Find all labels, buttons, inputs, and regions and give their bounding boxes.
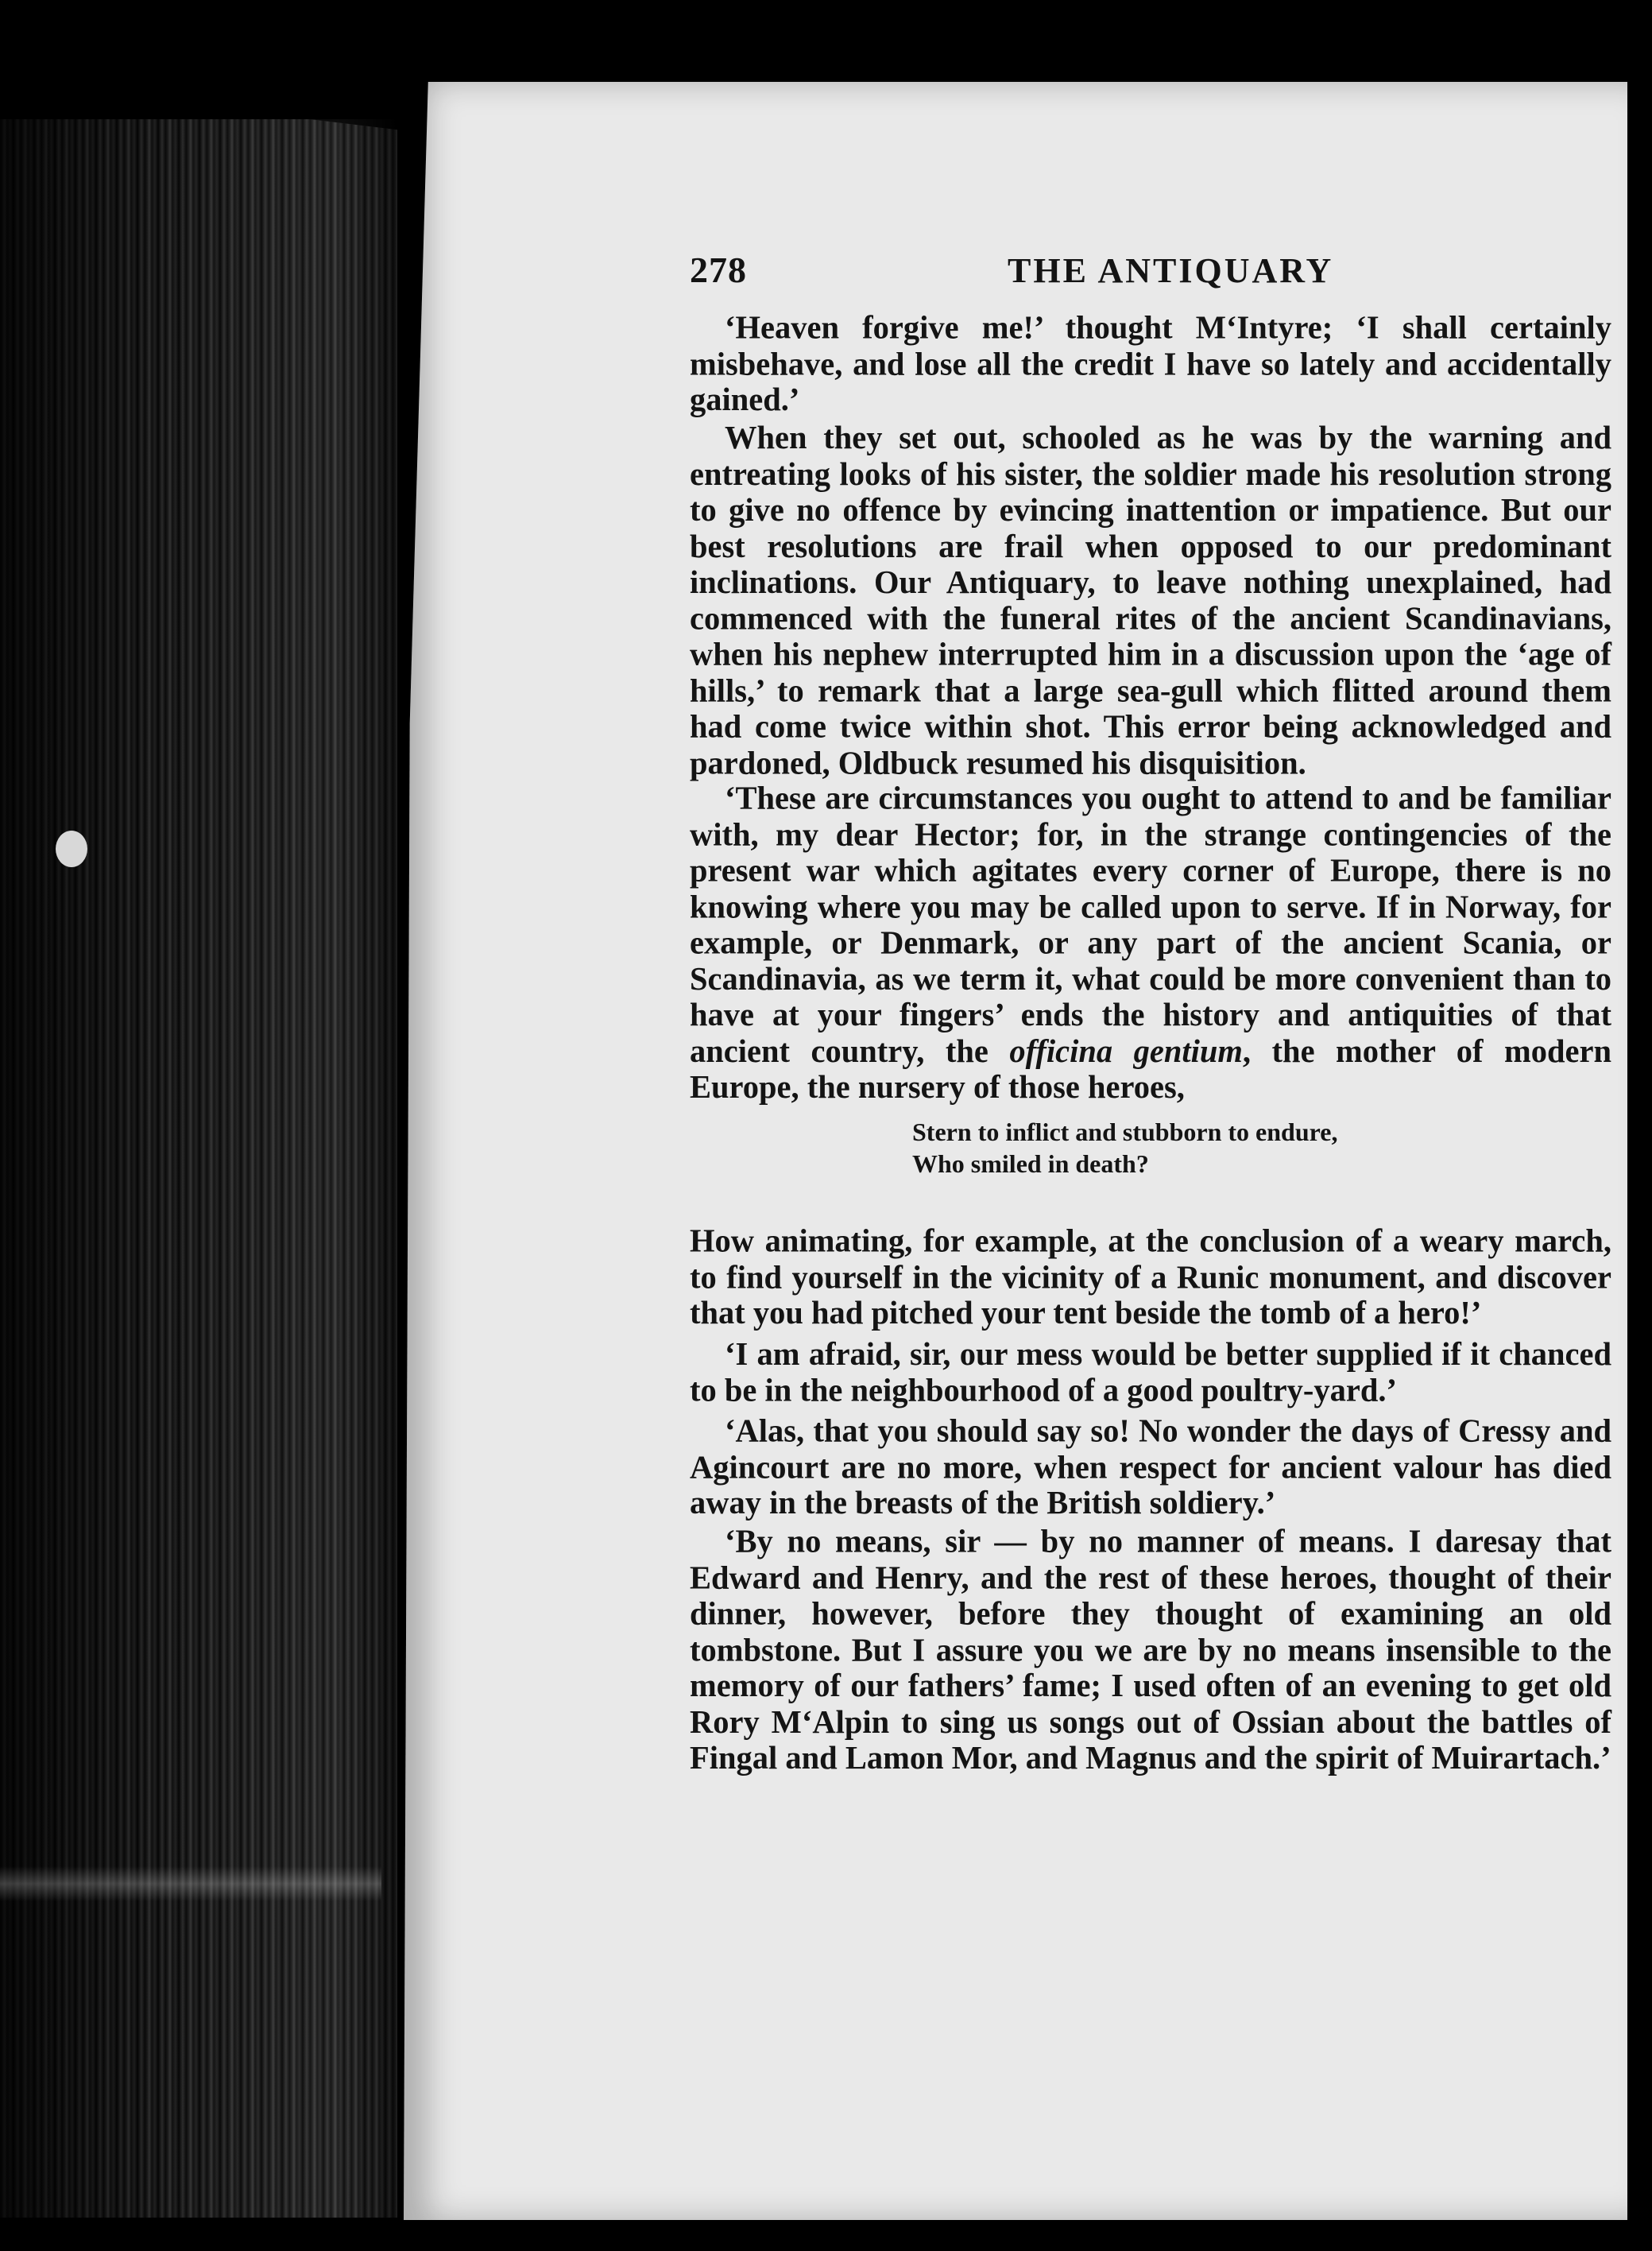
running-head (690, 242, 1611, 306)
scan-light-band (0, 1866, 381, 1901)
paragraph-3-text: ‘These are circumstances you ought to attend to and be familiar with, my dear Hector; for, in the strange contingencies of the present war which agitates every corner of Europe, there is no knowing where you may be called upon to serve. If in Norway, for example, or Denmark, or any part of the ancient Scania, or Scandinavia, as we term it, what could be more convenient than to have at your fingers’ ends the history and antiquities of that ancient country, the (690, 779, 1611, 1069)
verse-quotation (912, 1116, 1611, 1180)
paragraph-4: How animating, for example, at the conclusion of a weary march, to find yourself in the vicinity of a Runic monument, and discover that you had pitched your tent beside the tomb of a hero!’ (690, 1222, 1611, 1331)
edge-blot (56, 831, 87, 867)
paragraph-6: ‘Alas, that you should say so! No wonder the days of Cressy and Agincourt are no more, when respect for ancient valour has died away in the breasts of the British soldiery.’ (690, 1412, 1611, 1521)
page-number: 278 (690, 250, 747, 290)
paragraph-7: ‘By no means, sir — by no manner of means. I daresay that Edward and Henry, and the rest of these heroes, thought of their dinner, however, before they thought of examining an old tombstone. But I assure you we are by no means insensible to the memory of our fathers’ fame; I used often of an evening to get old Rory M‘Alpin to sing us songs out of Ossian about the battles of Fingal and Lamon Mor, and Magnus and the spirit of Muirartach.’ (690, 1522, 1611, 1776)
verse-line-1: Stern to inflict and stubborn to endure, (912, 1118, 1338, 1146)
page-text (690, 242, 1611, 1780)
paragraph-3 (690, 780, 1611, 1105)
spine-shadow (0, 119, 397, 2218)
paragraph-1: ‘Heaven forgive me!’ thought M‘Intyre; ‘I shall certainly misbehave, and lose all the credit I have so lately and accidentally gained.’ (690, 308, 1611, 418)
paragraph-3-end: , the mother of modern Europe, the nursery of those heroes, (690, 1032, 1611, 1105)
verse-line-2: Who smiled in death? (912, 1149, 1149, 1178)
paragraph-5: ‘I am afraid, sir, our mess would be better supplied if it chanced to be in the neighbourhood of a good poultry-yard.’ (690, 1335, 1611, 1408)
latin-phrase: officina gentium (1009, 1032, 1243, 1069)
paragraph-2: When they set out, schooled as he was by the warning and entreating looks of his sister, the soldier made his resolution strong to give no offence by evincing inattention or impatience. But our best resolutions are frail when opposed to our predominant inclinations. Our Antiquary, to leave nothing unexplained, had commenced with the funeral rites of the ancient Scandinavians, when his nephew interrupted him in a discussion upon the ‘age of hills,’ to remark that a large sea-gull which flitted around them had come twice within shot. This error being acknowledged and pardoned, Oldbuck resumed his disquisition. (690, 419, 1611, 781)
running-title: THE ANTIQUARY (1008, 251, 1334, 290)
